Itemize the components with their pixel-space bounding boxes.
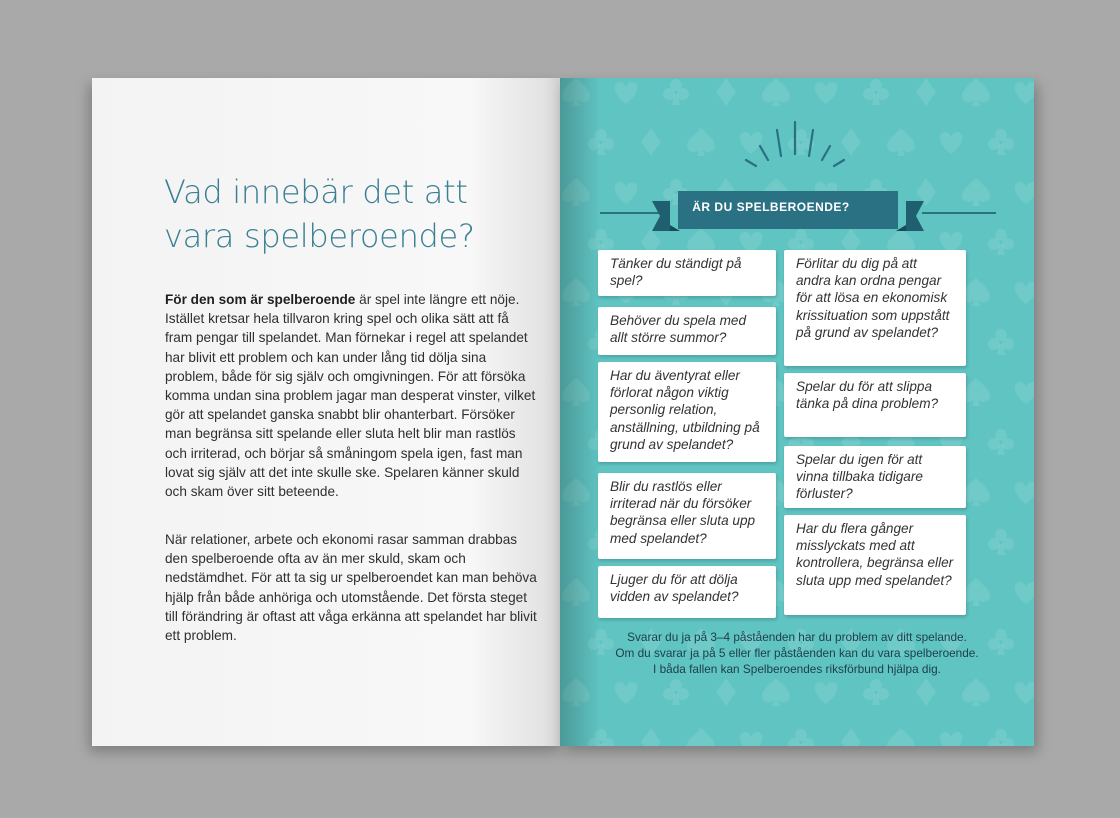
question-text: Tänker du ständigt på spel? (610, 256, 742, 289)
spade-icon (887, 728, 915, 746)
club-icon (663, 79, 689, 105)
spade-icon (962, 578, 990, 606)
club-icon (988, 429, 1014, 455)
club-icon (988, 229, 1014, 255)
club-icon (663, 679, 689, 705)
heart-icon (615, 182, 638, 204)
paragraph-1-body: är spel inte längre ett nöje. Istället kretsar hela tillvaron kring spel och olika sätt att få fram pengar till spelandet. Man förnekar i regel att spelandet har blivit ett problem och kan under lång tid dölja sina problem, både för sig själv och omgivningen. För att försöka komma undan sina problem jagar man desperat vinster, vilket gör att spelandet ganska snabbt blir ohanterbart. Försöker man begränsa sitt spelande eller sluta helt blir man rastlös och irriterad, och börjar så småningom spela igen, fast man lovat sig själv att det inte skulle ske. Spelaren känner skuld och skam över sitt beteende. (165, 292, 536, 500)
spade-icon (962, 178, 990, 206)
paragraph-2: När relationer, arbete och ekonomi rasar samman drabbas den spelberoende ofta av än mer skuld, skam och nedstämdhet. För att ta sig ur spelberoendet kan man behöva hjälp från både anhöriga och utomstående. Det första steget till förändring är oftast att våga erkänna att spelandet har blivit ett problem. (165, 532, 537, 644)
heart-icon (615, 82, 638, 104)
spade-icon (887, 128, 915, 156)
question-text: Spelar du för att slippa tänka på dina problem? (796, 379, 939, 412)
question-text: Blir du rastlös eller irriterad när du försöker begränsa eller sluta upp med spelandet? (610, 479, 756, 546)
question-text: Har du äventyrat eller förlorat någon viktig personlig relation, anställning, utbildning på grund av spelandet? (610, 368, 760, 452)
heart-icon (1015, 282, 1034, 304)
scoring-line-1: Svarar du ja på 3–4 påståenden har du problem av ditt spelande. (627, 630, 967, 644)
spade-icon (687, 128, 715, 156)
heart-icon (1015, 182, 1034, 204)
question-card (598, 566, 776, 618)
club-icon (863, 79, 889, 105)
spade-icon (962, 378, 990, 406)
heart-icon (1015, 682, 1034, 704)
diamond-icon (716, 78, 736, 106)
club-icon (988, 129, 1014, 155)
question-card (784, 515, 966, 615)
heart-icon (1015, 382, 1034, 404)
question-card (784, 373, 966, 437)
spade-icon (687, 728, 715, 746)
heart-icon (740, 732, 763, 746)
heart-icon (1015, 482, 1034, 504)
spade-icon (962, 478, 990, 506)
right-page (560, 78, 1034, 746)
heart-icon (940, 732, 963, 746)
spade-icon (962, 78, 990, 106)
club-icon (788, 729, 814, 746)
club-icon (988, 529, 1014, 555)
heart-icon (1015, 82, 1034, 104)
question-text: Har du flera gånger misslyckats med att kontrollera, begränsa eller sluta upp med spelandet? (796, 521, 954, 588)
banner-line-left (600, 212, 660, 214)
club-icon (863, 679, 889, 705)
question-text: Ljuger du för att dölja vidden av spelandet? (610, 572, 739, 605)
diamond-icon (641, 728, 661, 746)
scoring-line-3: I båda fallen kan Spelberoendes riksförbund hjälpa dig. (653, 662, 941, 676)
heart-icon (615, 682, 638, 704)
club-icon (988, 329, 1014, 355)
heart-icon (815, 682, 838, 704)
spade-icon (962, 278, 990, 306)
question-card (598, 473, 776, 559)
heart-icon (815, 82, 838, 104)
question-card (598, 307, 776, 355)
question-text: Behöver du spela med allt större summor? (610, 313, 747, 346)
banner-line-right (922, 212, 996, 214)
diamond-icon (641, 128, 661, 156)
paragraph-1-lead: För den som är spelberoende (165, 292, 356, 307)
heart-icon (940, 132, 963, 154)
question-card (598, 362, 776, 462)
diamond-icon (716, 678, 736, 706)
spade-icon (762, 78, 790, 106)
question-card (784, 446, 966, 508)
diamond-icon (841, 728, 861, 746)
question-text: Förlitar du dig på att andra kan ordna pengar för att lösa en ekonomisk krissituation som uppstått på grund av spelandet? (796, 256, 950, 340)
diamond-icon (916, 678, 936, 706)
banner-title: ÄR DU SPELBEROENDE? (692, 200, 850, 214)
diamond-icon (916, 78, 936, 106)
spade-icon (762, 678, 790, 706)
heart-icon (1015, 582, 1034, 604)
page-title: Vad innebär det att vara spelberoende? (164, 173, 475, 255)
question-card (784, 250, 966, 366)
question-card (598, 250, 776, 296)
sunburst-rays-icon (740, 118, 850, 178)
question-text: Spelar du igen för att vinna tillbaka tidigare förluster? (796, 452, 923, 502)
scoring-note (580, 629, 1014, 677)
club-icon (988, 729, 1014, 746)
paragraph-1 (165, 290, 537, 501)
scoring-line-2: Om du svarar ja på 5 eller fler påståenden kan du vara spelberoende. (615, 646, 979, 660)
page-gutter-shadow (560, 78, 600, 746)
spade-icon (962, 678, 990, 706)
left-page (92, 78, 562, 746)
